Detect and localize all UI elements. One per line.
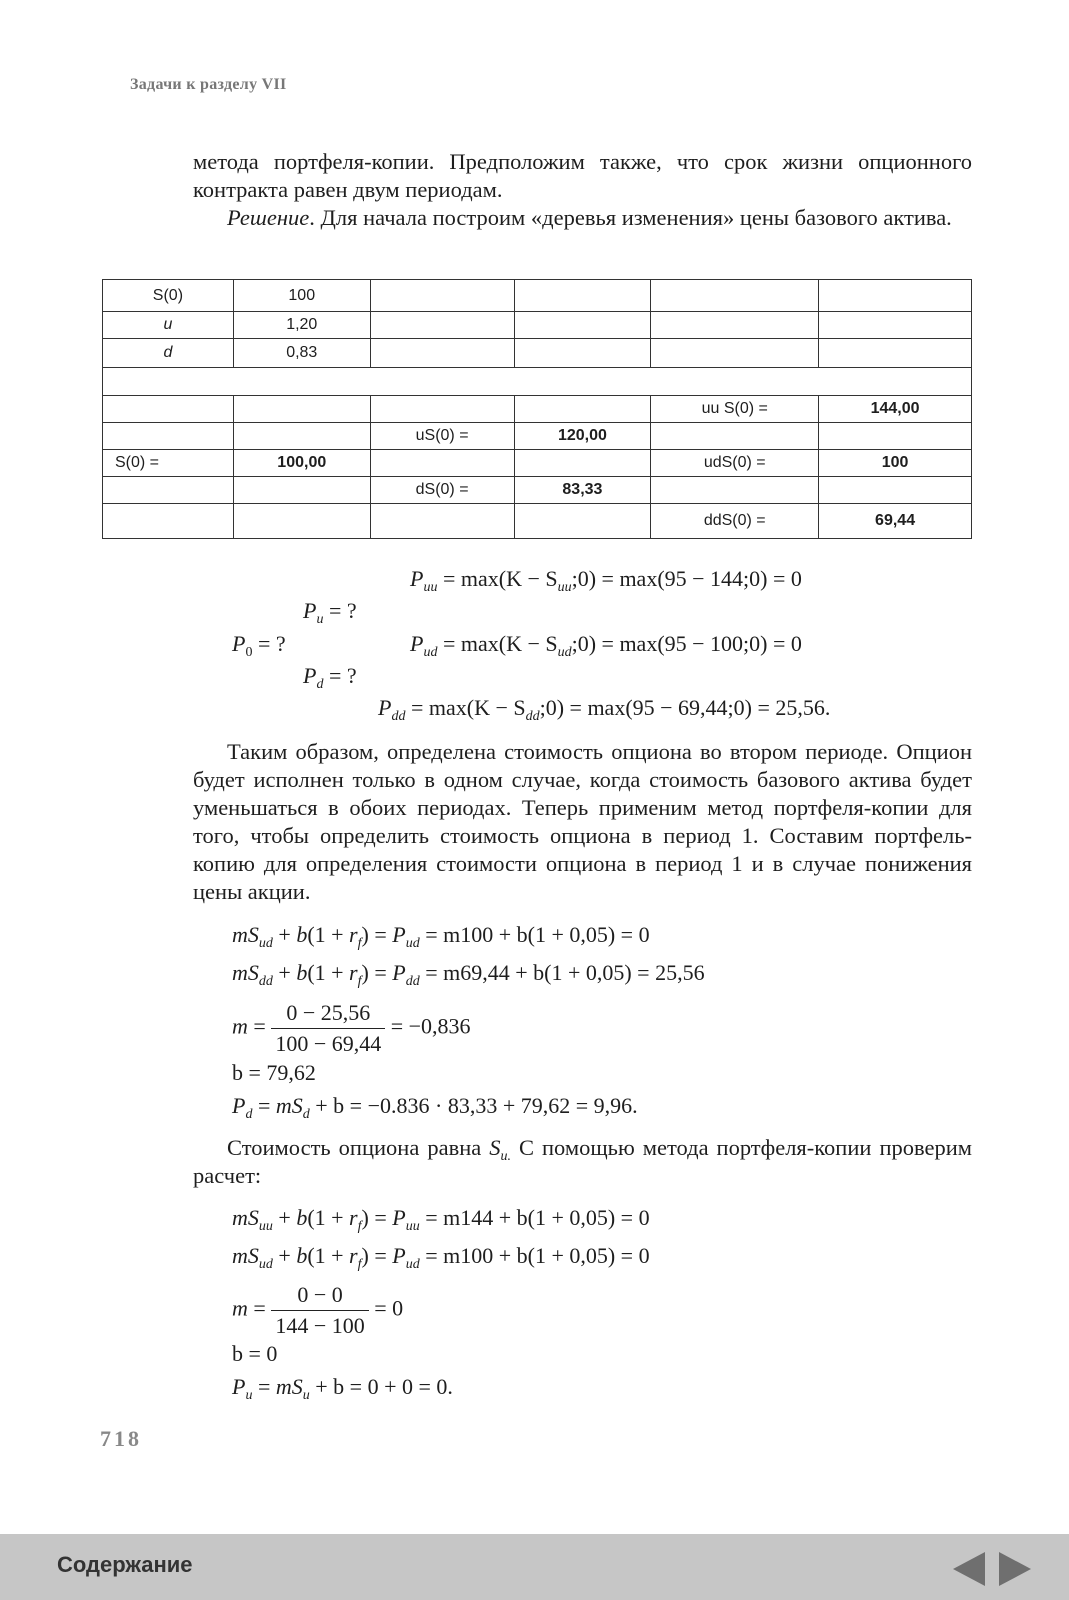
param-value-u: 1,20 — [233, 312, 370, 339]
intro-paragraph-1: метода портфеля-копии. Предположим также, что срок жизни опционного контракта равен двум периодам. — [193, 149, 972, 202]
intro-paragraph-2 — [193, 204, 972, 232]
param-label-d: d — [103, 339, 234, 368]
equation-m-up: m = $\frac{0 - 0}{144 - 100}$ = 0 — [232, 1282, 404, 1338]
toc-link[interactable]: Содержание — [57, 1552, 193, 1577]
prev-page-arrow-icon[interactable] — [953, 1552, 985, 1586]
explanation-text — [193, 738, 972, 906]
running-header: Задачи к разделу VII — [130, 76, 287, 93]
tree-ud-label: udS(0) = — [651, 450, 819, 477]
equation-pd-value: $P_d = mS_d + b = -0.836 \cdot 83,33 + 79,62 = 9,96$. — [232, 1093, 638, 1122]
page-number: 718 — [100, 1426, 142, 1451]
tree-uu-label: uu S(0) = — [651, 396, 819, 423]
tree-d-label: dS(0) = — [370, 477, 514, 504]
equation-b-up: b = 0 — [232, 1341, 278, 1366]
param-value-s0: 100 — [233, 280, 370, 312]
explanation-paragraph: Таким образом, определена стоимость опциона во втором периоде. Опцион будет исполнен только в одном случае, когда стоимость базового актива будет уменьшаться в обоих периодах. Теперь применим метод портфеля-копии для того, чтобы определить стоимость опциона в период 1. Составим портфель-копию для определения стоимости опциона в период 1 и в случае понижения цены акции. — [193, 739, 972, 904]
formula-p0: $P_0$ = ? — [232, 631, 286, 660]
tree-u-value: 120,00 — [514, 423, 651, 450]
next-page-arrow-icon[interactable] — [999, 1552, 1031, 1586]
tree-ud-value: 100 — [819, 450, 972, 477]
equation-uu-portfolio: $mS_{uu} + b(1 + r_f) = P_{uu} = m144 + b(1 + 0,05) = 0$ — [232, 1205, 650, 1234]
price-tree-table — [102, 279, 972, 539]
equation-pu-value: $P_u = mS_u + b = 0 + 0 = 0$. — [232, 1374, 453, 1403]
navigation-footer — [0, 1534, 1069, 1600]
tree-s0-value: 100,00 — [233, 450, 370, 477]
param-value-d: 0,83 — [233, 339, 370, 368]
equation-ud-portfolio: $mS_{ud} + b(1 + r_f) = P_{ud} = m100 + b(1 + 0,05) = 0$ — [232, 922, 650, 951]
formula-pd: $P_d$ = ? — [303, 663, 357, 692]
formula-pu: $P_u$ = ? — [303, 598, 357, 627]
formula-pdd: $P_{dd} = \max(K$ − $S_{dd};0) = \max(95$ − 69,44;0) = 25,56. — [378, 695, 831, 724]
equation-b-down: b = 79,62 — [232, 1060, 316, 1085]
equation-dd-portfolio: $mS_{dd} + b(1 + r_f) = P_{dd} = m69,44 + b(1 + 0,05) = 25,56$ — [232, 960, 705, 989]
tree-uu-value: 144,00 — [819, 396, 972, 423]
param-label-u: u — [103, 312, 234, 339]
verification-paragraph: Стоимость опциона равна $S_{u.}$ С помощью метода портфеля-копии проверим расчет: — [193, 1135, 972, 1188]
equation-ud-portfolio-2: $mS_{ud} + b(1 + r_f) = P_{ud} = m100 + b(1 + 0,05) = 0$ — [232, 1243, 650, 1272]
solution-label: Решение — [227, 205, 310, 230]
param-label-s0: S(0) — [103, 280, 234, 312]
tree-d-value: 83,33 — [514, 477, 651, 504]
formula-puu: $P_{uu} = \max(K$ − $S_{uu};0) = \max(95$ − 144;0) = 0 — [410, 566, 802, 595]
intro-text — [193, 148, 972, 232]
solution-text: . Для начала построим «деревья изменения» цены базового актива. — [309, 205, 952, 230]
equation-m-down: m = $\frac{0 - 25,56}{100 - 69,44}$ = −0,836 — [232, 1000, 471, 1056]
formula-pud: $P_{ud} = \max(K$ − $S_{ud};0) = \max(95$ − 100;0) = 0 — [410, 631, 802, 660]
tree-dd-label: ddS(0) = — [651, 504, 819, 539]
tree-s0-label: S(0) = — [103, 450, 234, 477]
tree-dd-value: 69,44 — [819, 504, 972, 539]
tree-u-label: uS(0) = — [370, 423, 514, 450]
verification-text — [193, 1134, 972, 1190]
